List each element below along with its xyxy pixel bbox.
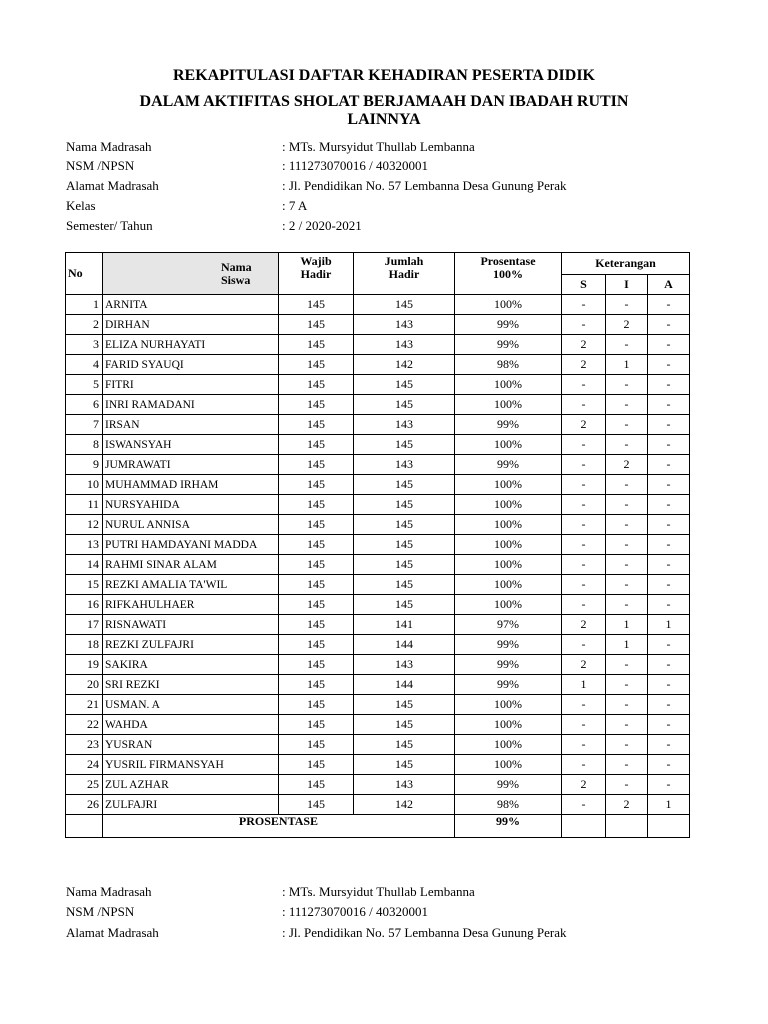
izin-value: - bbox=[606, 655, 648, 675]
alpa-value: - bbox=[648, 455, 690, 475]
alpa-value: - bbox=[648, 715, 690, 735]
row-number: 5 bbox=[66, 375, 103, 395]
izin-value: - bbox=[606, 495, 648, 515]
header-no: No bbox=[66, 253, 103, 295]
table-row bbox=[66, 555, 690, 575]
row-number: 23 bbox=[66, 735, 103, 755]
student-name: SAKIRA bbox=[103, 655, 279, 675]
alpa-value: - bbox=[648, 695, 690, 715]
table-row bbox=[66, 735, 690, 755]
sakit-value: - bbox=[562, 295, 606, 315]
table-row bbox=[66, 695, 690, 715]
sakit-value: - bbox=[562, 575, 606, 595]
student-name: REZKI ZULFAJRI bbox=[103, 635, 279, 655]
sakit-value: - bbox=[562, 395, 606, 415]
info-label: NSM /NPSN bbox=[66, 158, 135, 173]
jumlah-hadir-value: 143 bbox=[354, 415, 455, 435]
sakit-value: - bbox=[562, 715, 606, 735]
student-name: SRI REZKI bbox=[103, 675, 279, 695]
wajib-hadir-value: 145 bbox=[279, 655, 354, 675]
sakit-value: 2 bbox=[562, 335, 606, 355]
row-number: 21 bbox=[66, 695, 103, 715]
row-number: 20 bbox=[66, 675, 103, 695]
table-row bbox=[66, 795, 690, 815]
jumlah-hadir-value: 145 bbox=[354, 395, 455, 415]
prosentase-value: 100% bbox=[455, 475, 562, 495]
student-name: NURSYAHIDA bbox=[103, 495, 279, 515]
wajib-hadir-value: 145 bbox=[279, 315, 354, 335]
info-value: : 2 / 2020-2021 bbox=[282, 218, 362, 233]
student-name: ZUL AZHAR bbox=[103, 775, 279, 795]
prosentase-value: 100% bbox=[455, 435, 562, 455]
table-row bbox=[66, 415, 690, 435]
table-row bbox=[66, 675, 690, 695]
student-name: FITRI bbox=[103, 375, 279, 395]
prosentase-value: 99% bbox=[455, 655, 562, 675]
wajib-hadir-value: 145 bbox=[279, 635, 354, 655]
header-wajib-hadir bbox=[279, 253, 354, 295]
prosentase-value: 98% bbox=[455, 355, 562, 375]
izin-value: - bbox=[606, 595, 648, 615]
wajib-hadir-value: 145 bbox=[279, 295, 354, 315]
prosentase-value: 99% bbox=[455, 335, 562, 355]
student-name: YUSRIL FIRMANSYAH bbox=[103, 755, 279, 775]
wajib-hadir-value: 145 bbox=[279, 515, 354, 535]
jumlah-hadir-value: 145 bbox=[354, 295, 455, 315]
student-name: YUSRAN bbox=[103, 735, 279, 755]
prosentase-value: 100% bbox=[455, 735, 562, 755]
info-label: NSM /NPSN bbox=[66, 904, 135, 919]
izin-value: - bbox=[606, 695, 648, 715]
student-name: FARID SYAUQI bbox=[103, 355, 279, 375]
prosentase-value: 97% bbox=[455, 615, 562, 635]
header-hadir: Hadir bbox=[388, 267, 420, 281]
prosentase-value: 99% bbox=[455, 415, 562, 435]
student-name: RAHMI SINAR ALAM bbox=[103, 555, 279, 575]
row-number: 17 bbox=[66, 615, 103, 635]
jumlah-hadir-value: 144 bbox=[354, 635, 455, 655]
row-number: 1 bbox=[66, 295, 103, 315]
jumlah-hadir-value: 145 bbox=[354, 495, 455, 515]
total-row bbox=[66, 815, 690, 838]
alpa-value: - bbox=[648, 355, 690, 375]
info-value: : 7 A bbox=[282, 198, 308, 213]
prosentase-value: 100% bbox=[455, 695, 562, 715]
document-subtitle: DALAM AKTIFITAS SHOLAT BERJAMAAH DAN IBADAH RUTIN bbox=[139, 93, 629, 110]
sakit-value: 2 bbox=[562, 355, 606, 375]
sakit-value: - bbox=[562, 375, 606, 395]
info-value: : 111273070016 / 40320001 bbox=[282, 158, 429, 173]
table-row bbox=[66, 475, 690, 495]
student-name: JUMRAWATI bbox=[103, 455, 279, 475]
student-name: RIFKAHULHAER bbox=[103, 595, 279, 615]
table-row bbox=[66, 755, 690, 775]
total-percentage: 99% bbox=[455, 815, 562, 838]
jumlah-hadir-value: 145 bbox=[354, 375, 455, 395]
table-row bbox=[66, 355, 690, 375]
row-number: 26 bbox=[66, 795, 103, 815]
document-subtitle-cont: LAINNYA bbox=[347, 111, 421, 128]
row-number: 8 bbox=[66, 435, 103, 455]
jumlah-hadir-value: 145 bbox=[354, 735, 455, 755]
prosentase-value: 99% bbox=[455, 455, 562, 475]
jumlah-hadir-value: 145 bbox=[354, 695, 455, 715]
info-value: : MTs. Mursyidut Thullab Lembanna bbox=[282, 884, 475, 899]
izin-value: - bbox=[606, 375, 648, 395]
alpa-value: - bbox=[648, 575, 690, 595]
alpa-value: - bbox=[648, 535, 690, 555]
student-name: MUHAMMAD IRHAM bbox=[103, 475, 279, 495]
header-keterangan: Keterangan bbox=[562, 253, 690, 275]
sakit-value: - bbox=[562, 515, 606, 535]
sakit-value: - bbox=[562, 495, 606, 515]
jumlah-hadir-value: 143 bbox=[354, 335, 455, 355]
row-number: 12 bbox=[66, 515, 103, 535]
student-name: WAHDA bbox=[103, 715, 279, 735]
table-row bbox=[66, 775, 690, 795]
row-number: 22 bbox=[66, 715, 103, 735]
wajib-hadir-value: 145 bbox=[279, 335, 354, 355]
jumlah-hadir-value: 145 bbox=[354, 595, 455, 615]
info-value: : MTs. Mursyidut Thullab Lembanna bbox=[282, 139, 475, 154]
student-name: INRI RAMADANI bbox=[103, 395, 279, 415]
jumlah-hadir-value: 143 bbox=[354, 655, 455, 675]
info-label: Nama Madrasah bbox=[66, 884, 152, 899]
student-name: RISNAWATI bbox=[103, 615, 279, 635]
alpa-value: - bbox=[648, 375, 690, 395]
wajib-hadir-value: 145 bbox=[279, 775, 354, 795]
wajib-hadir-value: 145 bbox=[279, 555, 354, 575]
alpa-value: - bbox=[648, 415, 690, 435]
table-row bbox=[66, 615, 690, 635]
student-name: REZKI AMALIA TA'WIL bbox=[103, 575, 279, 595]
attendance-table bbox=[65, 252, 690, 838]
row-number: 7 bbox=[66, 415, 103, 435]
izin-value: - bbox=[606, 535, 648, 555]
total-sakit-cell bbox=[562, 815, 606, 838]
prosentase-value: 100% bbox=[455, 375, 562, 395]
wajib-hadir-value: 145 bbox=[279, 415, 354, 435]
alpa-value: - bbox=[648, 735, 690, 755]
student-name: ZULFAJRI bbox=[103, 795, 279, 815]
wajib-hadir-value: 145 bbox=[279, 435, 354, 455]
izin-value: - bbox=[606, 395, 648, 415]
table-row bbox=[66, 515, 690, 535]
izin-value: 2 bbox=[606, 795, 648, 815]
sakit-value: - bbox=[562, 535, 606, 555]
izin-value: 2 bbox=[606, 315, 648, 335]
header-wajib: Wajib bbox=[300, 254, 332, 268]
prosentase-value: 100% bbox=[455, 555, 562, 575]
prosentase-value: 100% bbox=[455, 575, 562, 595]
wajib-hadir-value: 145 bbox=[279, 695, 354, 715]
row-number: 14 bbox=[66, 555, 103, 575]
row-number: 11 bbox=[66, 495, 103, 515]
row-number: 9 bbox=[66, 455, 103, 475]
alpa-value: - bbox=[648, 495, 690, 515]
row-number: 24 bbox=[66, 755, 103, 775]
row-number: 15 bbox=[66, 575, 103, 595]
document-title: REKAPITULASI DAFTAR KEHADIRAN PESERTA DIDIK bbox=[172, 67, 595, 84]
row-number: 4 bbox=[66, 355, 103, 375]
jumlah-hadir-value: 143 bbox=[354, 315, 455, 335]
info-label: Semester/ Tahun bbox=[66, 218, 153, 233]
sakit-value: - bbox=[562, 635, 606, 655]
izin-value: - bbox=[606, 735, 648, 755]
student-name: PUTRI HAMDAYANI MADDA bbox=[103, 535, 279, 555]
info-label: Alamat Madrasah bbox=[66, 178, 159, 193]
table-row bbox=[66, 395, 690, 415]
header-prosentase-max: 100% bbox=[493, 267, 523, 281]
table-row bbox=[66, 715, 690, 735]
total-izin-cell bbox=[606, 815, 648, 838]
header-jumlah: Jumlah bbox=[384, 254, 424, 268]
table-row bbox=[66, 315, 690, 335]
alpa-value: - bbox=[648, 335, 690, 355]
header-hadir: Hadir bbox=[300, 267, 332, 281]
header-nama: Nama bbox=[221, 259, 252, 274]
prosentase-value: 100% bbox=[455, 295, 562, 315]
jumlah-hadir-value: 143 bbox=[354, 455, 455, 475]
header-prosentase bbox=[455, 253, 562, 295]
alpa-value: - bbox=[648, 655, 690, 675]
header-jumlah-hadir bbox=[354, 253, 455, 295]
izin-value: - bbox=[606, 675, 648, 695]
wajib-hadir-value: 145 bbox=[279, 675, 354, 695]
alpa-value: - bbox=[648, 475, 690, 495]
wajib-hadir-value: 145 bbox=[279, 735, 354, 755]
sakit-value: - bbox=[562, 475, 606, 495]
info-label: Kelas bbox=[66, 198, 96, 213]
prosentase-value: 100% bbox=[455, 515, 562, 535]
row-number: 16 bbox=[66, 595, 103, 615]
izin-value: - bbox=[606, 435, 648, 455]
wajib-hadir-value: 145 bbox=[279, 355, 354, 375]
alpa-value: - bbox=[648, 775, 690, 795]
prosentase-value: 100% bbox=[455, 755, 562, 775]
sakit-value: - bbox=[562, 735, 606, 755]
alpa-value: - bbox=[648, 295, 690, 315]
wajib-hadir-value: 145 bbox=[279, 595, 354, 615]
prosentase-value: 100% bbox=[455, 715, 562, 735]
header-alpa: A bbox=[648, 275, 690, 295]
prosentase-value: 100% bbox=[455, 495, 562, 515]
izin-value: - bbox=[606, 555, 648, 575]
alpa-value: - bbox=[648, 315, 690, 335]
izin-value: - bbox=[606, 515, 648, 535]
prosentase-value: 99% bbox=[455, 315, 562, 335]
wajib-hadir-value: 145 bbox=[279, 375, 354, 395]
header-izin: I bbox=[606, 275, 648, 295]
wajib-hadir-value: 145 bbox=[279, 475, 354, 495]
table-row bbox=[66, 535, 690, 555]
info-value: : 111273070016 / 40320001 bbox=[282, 904, 429, 919]
sakit-value: 2 bbox=[562, 615, 606, 635]
sakit-value: 1 bbox=[562, 675, 606, 695]
student-name: USMAN. A bbox=[103, 695, 279, 715]
wajib-hadir-value: 145 bbox=[279, 535, 354, 555]
student-name: ARNITA bbox=[103, 295, 279, 315]
info-value: : Jl. Pendidikan No. 57 Lembanna Desa Gunung Perak bbox=[282, 925, 567, 940]
alpa-value: - bbox=[648, 435, 690, 455]
izin-value: - bbox=[606, 755, 648, 775]
header-siswa: Siswa bbox=[221, 272, 251, 287]
jumlah-hadir-value: 145 bbox=[354, 535, 455, 555]
jumlah-hadir-value: 145 bbox=[354, 475, 455, 495]
alpa-value: - bbox=[648, 635, 690, 655]
info-value: : Jl. Pendidikan No. 57 Lembanna Desa Gunung Perak bbox=[282, 178, 567, 193]
sakit-value: - bbox=[562, 695, 606, 715]
jumlah-hadir-value: 145 bbox=[354, 575, 455, 595]
jumlah-hadir-value: 144 bbox=[354, 675, 455, 695]
alpa-value: - bbox=[648, 675, 690, 695]
wajib-hadir-value: 145 bbox=[279, 715, 354, 735]
table-row bbox=[66, 435, 690, 455]
alpa-value: - bbox=[648, 515, 690, 535]
jumlah-hadir-value: 145 bbox=[354, 715, 455, 735]
prosentase-value: 99% bbox=[455, 775, 562, 795]
prosentase-value: 100% bbox=[455, 535, 562, 555]
student-name: DIRHAN bbox=[103, 315, 279, 335]
sakit-value: 2 bbox=[562, 655, 606, 675]
wajib-hadir-value: 145 bbox=[279, 455, 354, 475]
row-number: 3 bbox=[66, 335, 103, 355]
jumlah-hadir-value: 145 bbox=[354, 755, 455, 775]
jumlah-hadir-value: 145 bbox=[354, 435, 455, 455]
sakit-value: - bbox=[562, 455, 606, 475]
row-number: 2 bbox=[66, 315, 103, 335]
wajib-hadir-value: 145 bbox=[279, 395, 354, 415]
sakit-value: - bbox=[562, 315, 606, 335]
prosentase-value: 98% bbox=[455, 795, 562, 815]
prosentase-value: 100% bbox=[455, 595, 562, 615]
alpa-value: - bbox=[648, 555, 690, 575]
header-sakit: S bbox=[562, 275, 606, 295]
jumlah-hadir-value: 141 bbox=[354, 615, 455, 635]
izin-value: - bbox=[606, 715, 648, 735]
table-row bbox=[66, 595, 690, 615]
header-nama-siswa bbox=[103, 253, 279, 295]
table-row bbox=[66, 335, 690, 355]
info-label: Nama Madrasah bbox=[66, 139, 152, 154]
izin-value: - bbox=[606, 415, 648, 435]
alpa-value: 1 bbox=[648, 795, 690, 815]
prosentase-value: 99% bbox=[455, 675, 562, 695]
row-number: 19 bbox=[66, 655, 103, 675]
izin-value: - bbox=[606, 575, 648, 595]
jumlah-hadir-value: 145 bbox=[354, 515, 455, 535]
student-name: NURUL ANNISA bbox=[103, 515, 279, 535]
izin-value: - bbox=[606, 475, 648, 495]
izin-value: - bbox=[606, 335, 648, 355]
prosentase-value: 100% bbox=[455, 395, 562, 415]
sakit-value: - bbox=[562, 755, 606, 775]
wajib-hadir-value: 145 bbox=[279, 615, 354, 635]
row-number: 10 bbox=[66, 475, 103, 495]
total-no-cell bbox=[66, 815, 103, 838]
wajib-hadir-value: 145 bbox=[279, 755, 354, 775]
jumlah-hadir-value: 143 bbox=[354, 775, 455, 795]
sakit-value: - bbox=[562, 435, 606, 455]
jumlah-hadir-value: 145 bbox=[354, 555, 455, 575]
izin-value: 2 bbox=[606, 455, 648, 475]
student-name: ISWANSYAH bbox=[103, 435, 279, 455]
total-label: PROSENTASE bbox=[103, 815, 455, 838]
student-name: IRSAN bbox=[103, 415, 279, 435]
row-number: 18 bbox=[66, 635, 103, 655]
alpa-value: 1 bbox=[648, 615, 690, 635]
row-number: 13 bbox=[66, 535, 103, 555]
table-row bbox=[66, 375, 690, 395]
prosentase-value: 99% bbox=[455, 635, 562, 655]
izin-value: - bbox=[606, 295, 648, 315]
alpa-value: - bbox=[648, 755, 690, 775]
alpa-value: - bbox=[648, 595, 690, 615]
wajib-hadir-value: 145 bbox=[279, 795, 354, 815]
info-label: Alamat Madrasah bbox=[66, 925, 159, 940]
izin-value: 1 bbox=[606, 615, 648, 635]
header-prosentase-label: Prosentase bbox=[480, 254, 536, 268]
table-row bbox=[66, 495, 690, 515]
wajib-hadir-value: 145 bbox=[279, 575, 354, 595]
sakit-value: - bbox=[562, 595, 606, 615]
jumlah-hadir-value: 142 bbox=[354, 795, 455, 815]
izin-value: 1 bbox=[606, 635, 648, 655]
alpa-value: - bbox=[648, 395, 690, 415]
jumlah-hadir-value: 142 bbox=[354, 355, 455, 375]
row-number: 25 bbox=[66, 775, 103, 795]
table-row bbox=[66, 455, 690, 475]
table-row bbox=[66, 655, 690, 675]
sakit-value: - bbox=[562, 795, 606, 815]
izin-value: - bbox=[606, 775, 648, 795]
table-row bbox=[66, 295, 690, 315]
sakit-value: 2 bbox=[562, 415, 606, 435]
sakit-value: 2 bbox=[562, 775, 606, 795]
total-alpa-cell bbox=[648, 815, 690, 838]
row-number: 6 bbox=[66, 395, 103, 415]
table-row bbox=[66, 635, 690, 655]
table-row bbox=[66, 575, 690, 595]
wajib-hadir-value: 145 bbox=[279, 495, 354, 515]
student-name: ELIZA NURHAYATI bbox=[103, 335, 279, 355]
izin-value: 1 bbox=[606, 355, 648, 375]
sakit-value: - bbox=[562, 555, 606, 575]
